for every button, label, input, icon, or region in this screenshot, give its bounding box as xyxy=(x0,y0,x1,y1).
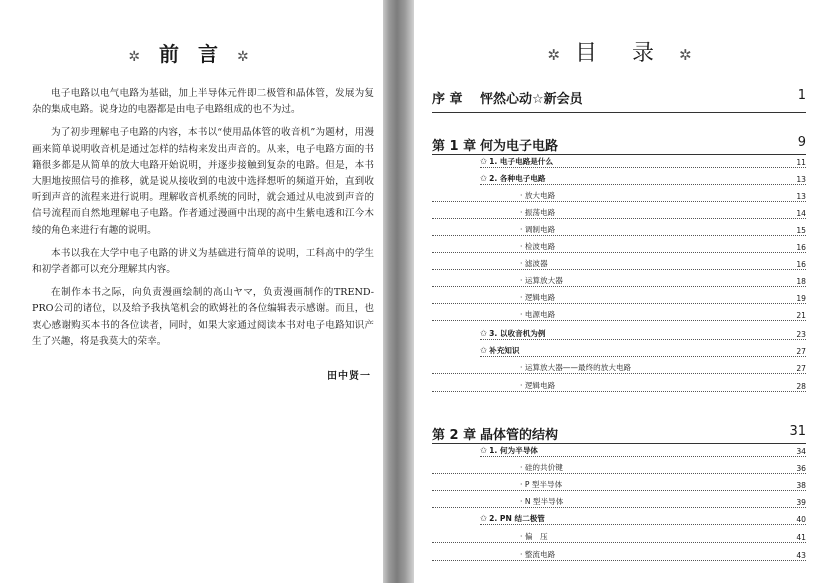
entry-text: 3. 以收音机为例 xyxy=(489,329,546,338)
entry-text: · 调制电路 xyxy=(520,225,556,234)
entry-text: · 运算放大器 xyxy=(520,276,563,285)
toc-subentry[interactable] xyxy=(432,361,806,374)
chapter-2-page: 31 xyxy=(789,424,806,439)
entry-text: 2. PN 结二极管 xyxy=(489,514,545,523)
toc-chapter-1[interactable] xyxy=(432,135,806,154)
toc-subentry[interactable] xyxy=(432,495,806,508)
prologue-title: 怦然心动☆新会员 xyxy=(480,92,583,107)
toc-subentry[interactable] xyxy=(432,308,806,321)
prologue-page: 1 xyxy=(797,88,806,103)
entry-text: · N 型半导体 xyxy=(520,497,564,506)
entry-text: · 偏 压 xyxy=(520,532,548,541)
toc-title xyxy=(414,36,829,67)
star-icon: ✩ xyxy=(480,514,488,524)
entry-page: 13 xyxy=(796,192,806,201)
entry-page: 16 xyxy=(796,243,806,252)
toc-chapter-2[interactable] xyxy=(432,424,806,443)
toc-subentry[interactable] xyxy=(432,257,806,270)
entry-page: 11 xyxy=(796,158,806,167)
entry-page: 27 xyxy=(796,364,806,373)
entry-text: · 硅的共价键 xyxy=(520,463,563,472)
preface-body xyxy=(32,86,374,357)
entry-text: · 滤波器 xyxy=(520,259,548,268)
entry-page: 16 xyxy=(796,260,806,269)
book-spine xyxy=(383,0,414,583)
toc-subentry[interactable] xyxy=(432,530,806,543)
toc-subentry[interactable] xyxy=(432,379,806,392)
toc-entry[interactable] xyxy=(480,327,806,340)
entry-text: 2. 各种电子电路 xyxy=(489,174,546,183)
toc-subentry[interactable] xyxy=(432,240,806,253)
author-signature: 田中贤一 xyxy=(327,371,371,382)
toc-subentry[interactable] xyxy=(432,223,806,236)
star-icon: ✩ xyxy=(480,446,488,456)
chapter-2-prefix: 第 2 章 xyxy=(432,428,477,443)
flower-left-icon: ✲ xyxy=(547,46,564,64)
preface-title xyxy=(0,38,383,67)
preface-paragraph: 本书以我在大学中电子电路的讲义为基础进行简单的说明，工科高中的学生和初学者都可以充分理解其内容。 xyxy=(32,247,374,276)
entry-text: · P 型半导体 xyxy=(520,480,563,489)
entry-text: · 检波电路 xyxy=(520,242,556,251)
star-icon: ✩ xyxy=(480,174,488,184)
toc-entry[interactable] xyxy=(480,344,806,357)
divider xyxy=(432,112,806,113)
toc-subentry[interactable] xyxy=(432,461,806,474)
toc-title-text: 目 录 xyxy=(575,41,668,66)
toc-subentry[interactable] xyxy=(432,189,806,202)
prologue-prefix: 序 章 xyxy=(432,92,463,107)
preface-paragraph: 电子电路以电气电路为基础，加上半导体元件即二极管和晶体管，发展为复杂的集成电路。说身边的电器都是由电子电路组成的也不为过。 xyxy=(32,88,374,116)
entry-page: 39 xyxy=(796,498,806,507)
entry-text: · 逻辑电路 xyxy=(520,381,556,390)
entry-text: · 运算放大器——最终的放大电路 xyxy=(520,363,632,372)
toc-prologue[interactable] xyxy=(432,88,806,107)
entry-text: · 振荡电路 xyxy=(520,208,556,217)
star-icon: ✩ xyxy=(480,329,488,339)
star-icon: ✩ xyxy=(480,346,488,356)
entry-text: 补充知识 xyxy=(489,346,520,355)
entry-page: 14 xyxy=(796,209,806,218)
preface-page xyxy=(0,0,383,583)
toc-page xyxy=(414,0,829,583)
entry-page: 19 xyxy=(796,294,806,303)
entry-text: · 放大电路 xyxy=(520,191,556,200)
preface-title-text: 前 言 xyxy=(159,42,224,66)
toc-subentry[interactable] xyxy=(432,291,806,304)
entry-text: 1. 何为半导体 xyxy=(489,446,538,455)
toc-entry[interactable] xyxy=(480,155,806,168)
toc-subentry[interactable] xyxy=(432,478,806,491)
chapter-1-title: 何为电子电路 xyxy=(480,139,559,154)
entry-text: · 整流电路 xyxy=(520,550,556,559)
entry-page: 13 xyxy=(796,175,806,184)
toc-entry[interactable] xyxy=(480,512,806,525)
chapter-1-prefix: 第 1 章 xyxy=(432,139,477,154)
preface-paragraph: 为了初步理解电子电路的内容，本书以“使用晶体管的收音机”为题材，用漫画来简单说明收音机是通过怎样的结构来发出声音的。从来，电子电路方面的书籍很多都是从简单的放大电路开始说明，并逐步接触到复杂的电路。但是，本书大胆地按照信号的推移，就是说从接收到的电波中选择想听的频道开始，直到收听到声音的流程来进行说明。理解收音机系统的同时，就会通过从电波到声音的信号流程而自然地理解电子电路。作者通过漫画中出现的高中生紫电透和江今木绫的角色来进行有趣的说明。 xyxy=(32,127,374,236)
entry-page: 40 xyxy=(796,515,806,524)
chapter-2-title: 晶体管的结构 xyxy=(480,428,559,443)
entry-page: 28 xyxy=(796,382,806,391)
entry-page: 27 xyxy=(796,347,806,356)
entry-page: 38 xyxy=(796,481,806,490)
entry-page: 36 xyxy=(796,464,806,473)
chapter-1-page: 9 xyxy=(797,135,806,150)
preface-paragraph: 在制作本书之际，向负责漫画绘制的高山ヤマ，负责漫画制作的TREND-PRO公司的诸位，以及给予我执笔机会的欧姆社的各位编辑表示感谢。而且，也衷心感谢购买本书的各位读者，同时，如果大家通过阅读本书对电子电路知识产生了兴趣，将是我莫大的荣幸。 xyxy=(32,287,374,347)
entry-page: 34 xyxy=(796,447,806,456)
entry-page: 23 xyxy=(796,330,806,339)
toc-subentry[interactable] xyxy=(432,274,806,287)
toc-subentry[interactable] xyxy=(432,548,806,561)
entry-page: 18 xyxy=(796,277,806,286)
star-icon: ✩ xyxy=(480,157,488,167)
entry-page: 21 xyxy=(796,311,806,320)
entry-text: 1. 电子电路是什么 xyxy=(489,157,554,166)
flower-right-icon: ✲ xyxy=(236,49,255,65)
entry-text: · 逻辑电路 xyxy=(520,293,556,302)
flower-right-icon: ✲ xyxy=(679,46,696,64)
entry-page: 41 xyxy=(796,533,806,542)
toc-entry[interactable] xyxy=(480,172,806,185)
entry-page: 43 xyxy=(796,551,806,560)
entry-text: · 电源电路 xyxy=(520,310,556,319)
flower-left-icon: ✲ xyxy=(128,49,147,65)
entry-page: 15 xyxy=(796,226,806,235)
toc-subentry[interactable] xyxy=(432,206,806,219)
toc-entry[interactable] xyxy=(480,444,806,457)
